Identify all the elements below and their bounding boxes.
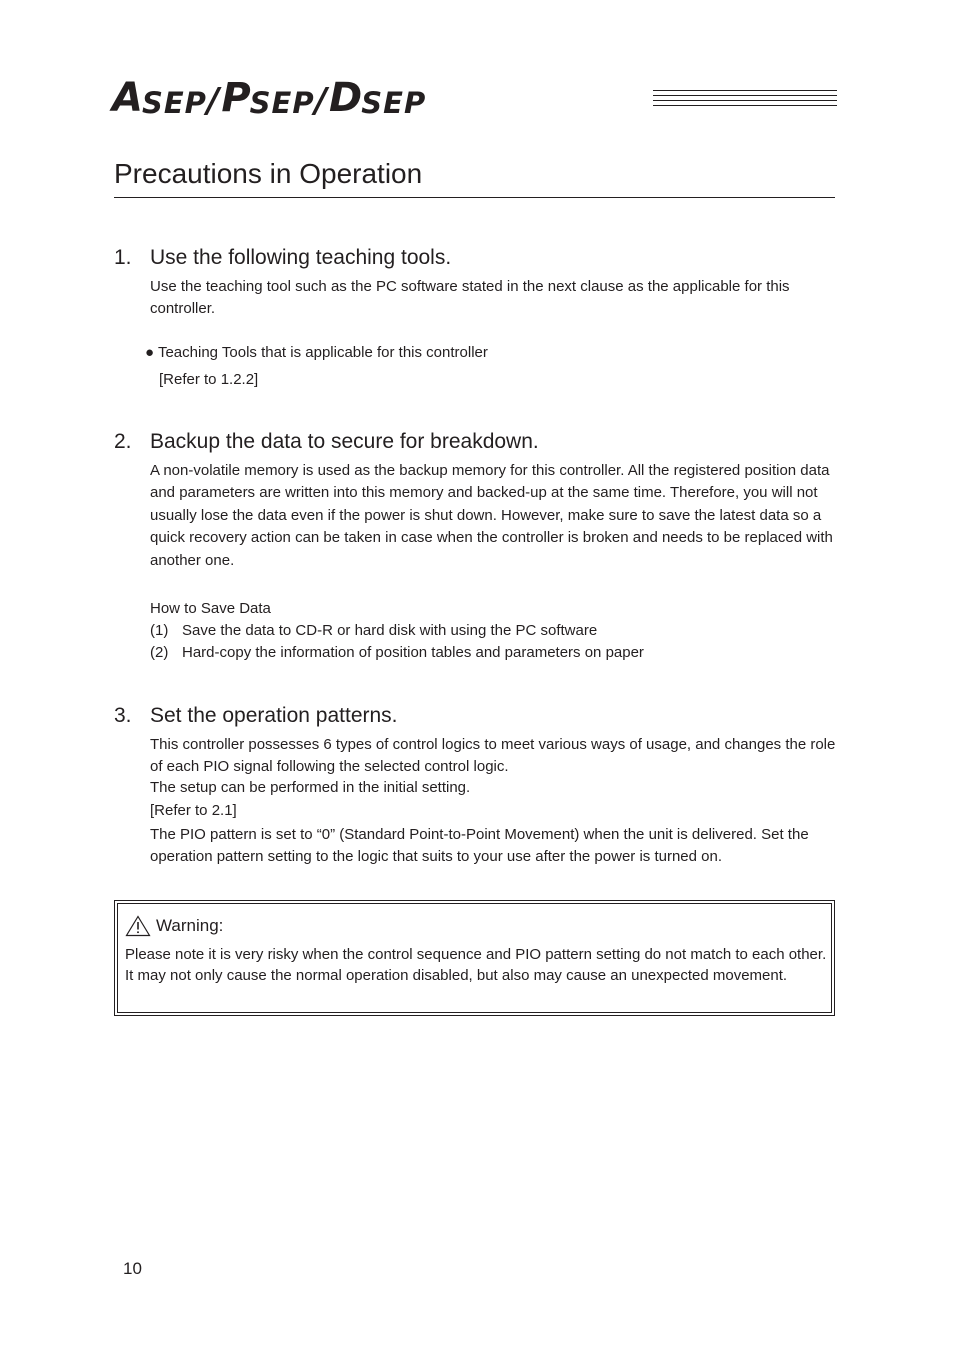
warning-header xyxy=(125,915,223,937)
section-title: Set the operation patterns. xyxy=(150,704,398,727)
reference-text: [Refer to 2.1] xyxy=(150,802,237,819)
reference-text: [Refer to 1.2.2] xyxy=(159,371,259,388)
list-item-text: Hard-copy the information of position tables and parameters on paper xyxy=(182,644,644,661)
warning-triangle-icon xyxy=(125,915,151,937)
product-logo xyxy=(112,75,428,121)
list-item-text: Save the data to CD-R or hard disk with using the PC software xyxy=(182,622,598,639)
section-title: Use the following teaching tools. xyxy=(150,246,452,269)
section-1-body: Use the teaching tool such as the PC software stated in the next clause as the applicable for this controller. xyxy=(150,278,790,318)
logo-sep-d: SEP xyxy=(361,86,427,120)
section-3-setup-text: The setup can be performed in the initial setting. xyxy=(150,779,471,796)
list-item xyxy=(150,644,644,661)
logo-sep-p: SEP xyxy=(249,86,315,120)
logo-letter-a: A xyxy=(112,75,142,121)
section-2-heading xyxy=(114,430,539,454)
warning-label: Warning: xyxy=(156,916,224,935)
list-item-number: (1) xyxy=(150,622,169,639)
list-item-number: (2) xyxy=(150,644,169,661)
section-title: Backup the data to secure for breakdown. xyxy=(150,430,539,453)
list-title: How to Save Data xyxy=(150,600,271,617)
logo-letter-p: P xyxy=(221,75,250,121)
bullet-item: ● Teaching Tools that is applicable for this controller xyxy=(145,344,488,361)
section-2-body: A non-volatile memory is used as the backup memory for this controller. All the registered position data and parameters are written into this memory and backed-up at the same time. Therefore, you will not usually lose the data even if the power is shut down. However, make sure to save the latest data so a quick recovery action can be taken in case when the controller is broken and needs to be replaced with another one. xyxy=(150,462,833,569)
warning-text: Please note it is very risky when the control sequence and PIO pattern setting do not match to each other. It may not only cause the normal operation disabled, but also may cause an unexpected movement. xyxy=(125,946,827,984)
section-1-heading xyxy=(114,246,451,270)
warning-box xyxy=(114,900,835,1016)
list-item xyxy=(150,622,597,639)
logo-sep-a: SEP xyxy=(141,86,207,120)
section-number: 2. xyxy=(114,430,132,453)
logo-slash: / xyxy=(206,81,220,121)
logo-letter-d: D xyxy=(329,75,362,121)
section-3-heading xyxy=(114,704,398,728)
section-number: 3. xyxy=(114,704,132,727)
section-number: 1. xyxy=(114,246,132,269)
title-divider xyxy=(114,197,835,198)
section-3-pio-text: The PIO pattern is set to “0” (Standard Point-to-Point Movement) when the unit is delivered. Set the operation pattern setting to the logic that suits to your use after the power is turned on. xyxy=(150,826,809,866)
page-title: Precautions in Operation xyxy=(114,158,423,189)
logo-slash: / xyxy=(314,81,328,121)
section-3-body: This controller possesses 6 types of control logics to meet various ways of usage, and changes the role of each PIO signal following the selected control logic. xyxy=(150,736,836,776)
page-number: 10 xyxy=(123,1259,142,1278)
logo-decorative-lines xyxy=(653,90,837,112)
